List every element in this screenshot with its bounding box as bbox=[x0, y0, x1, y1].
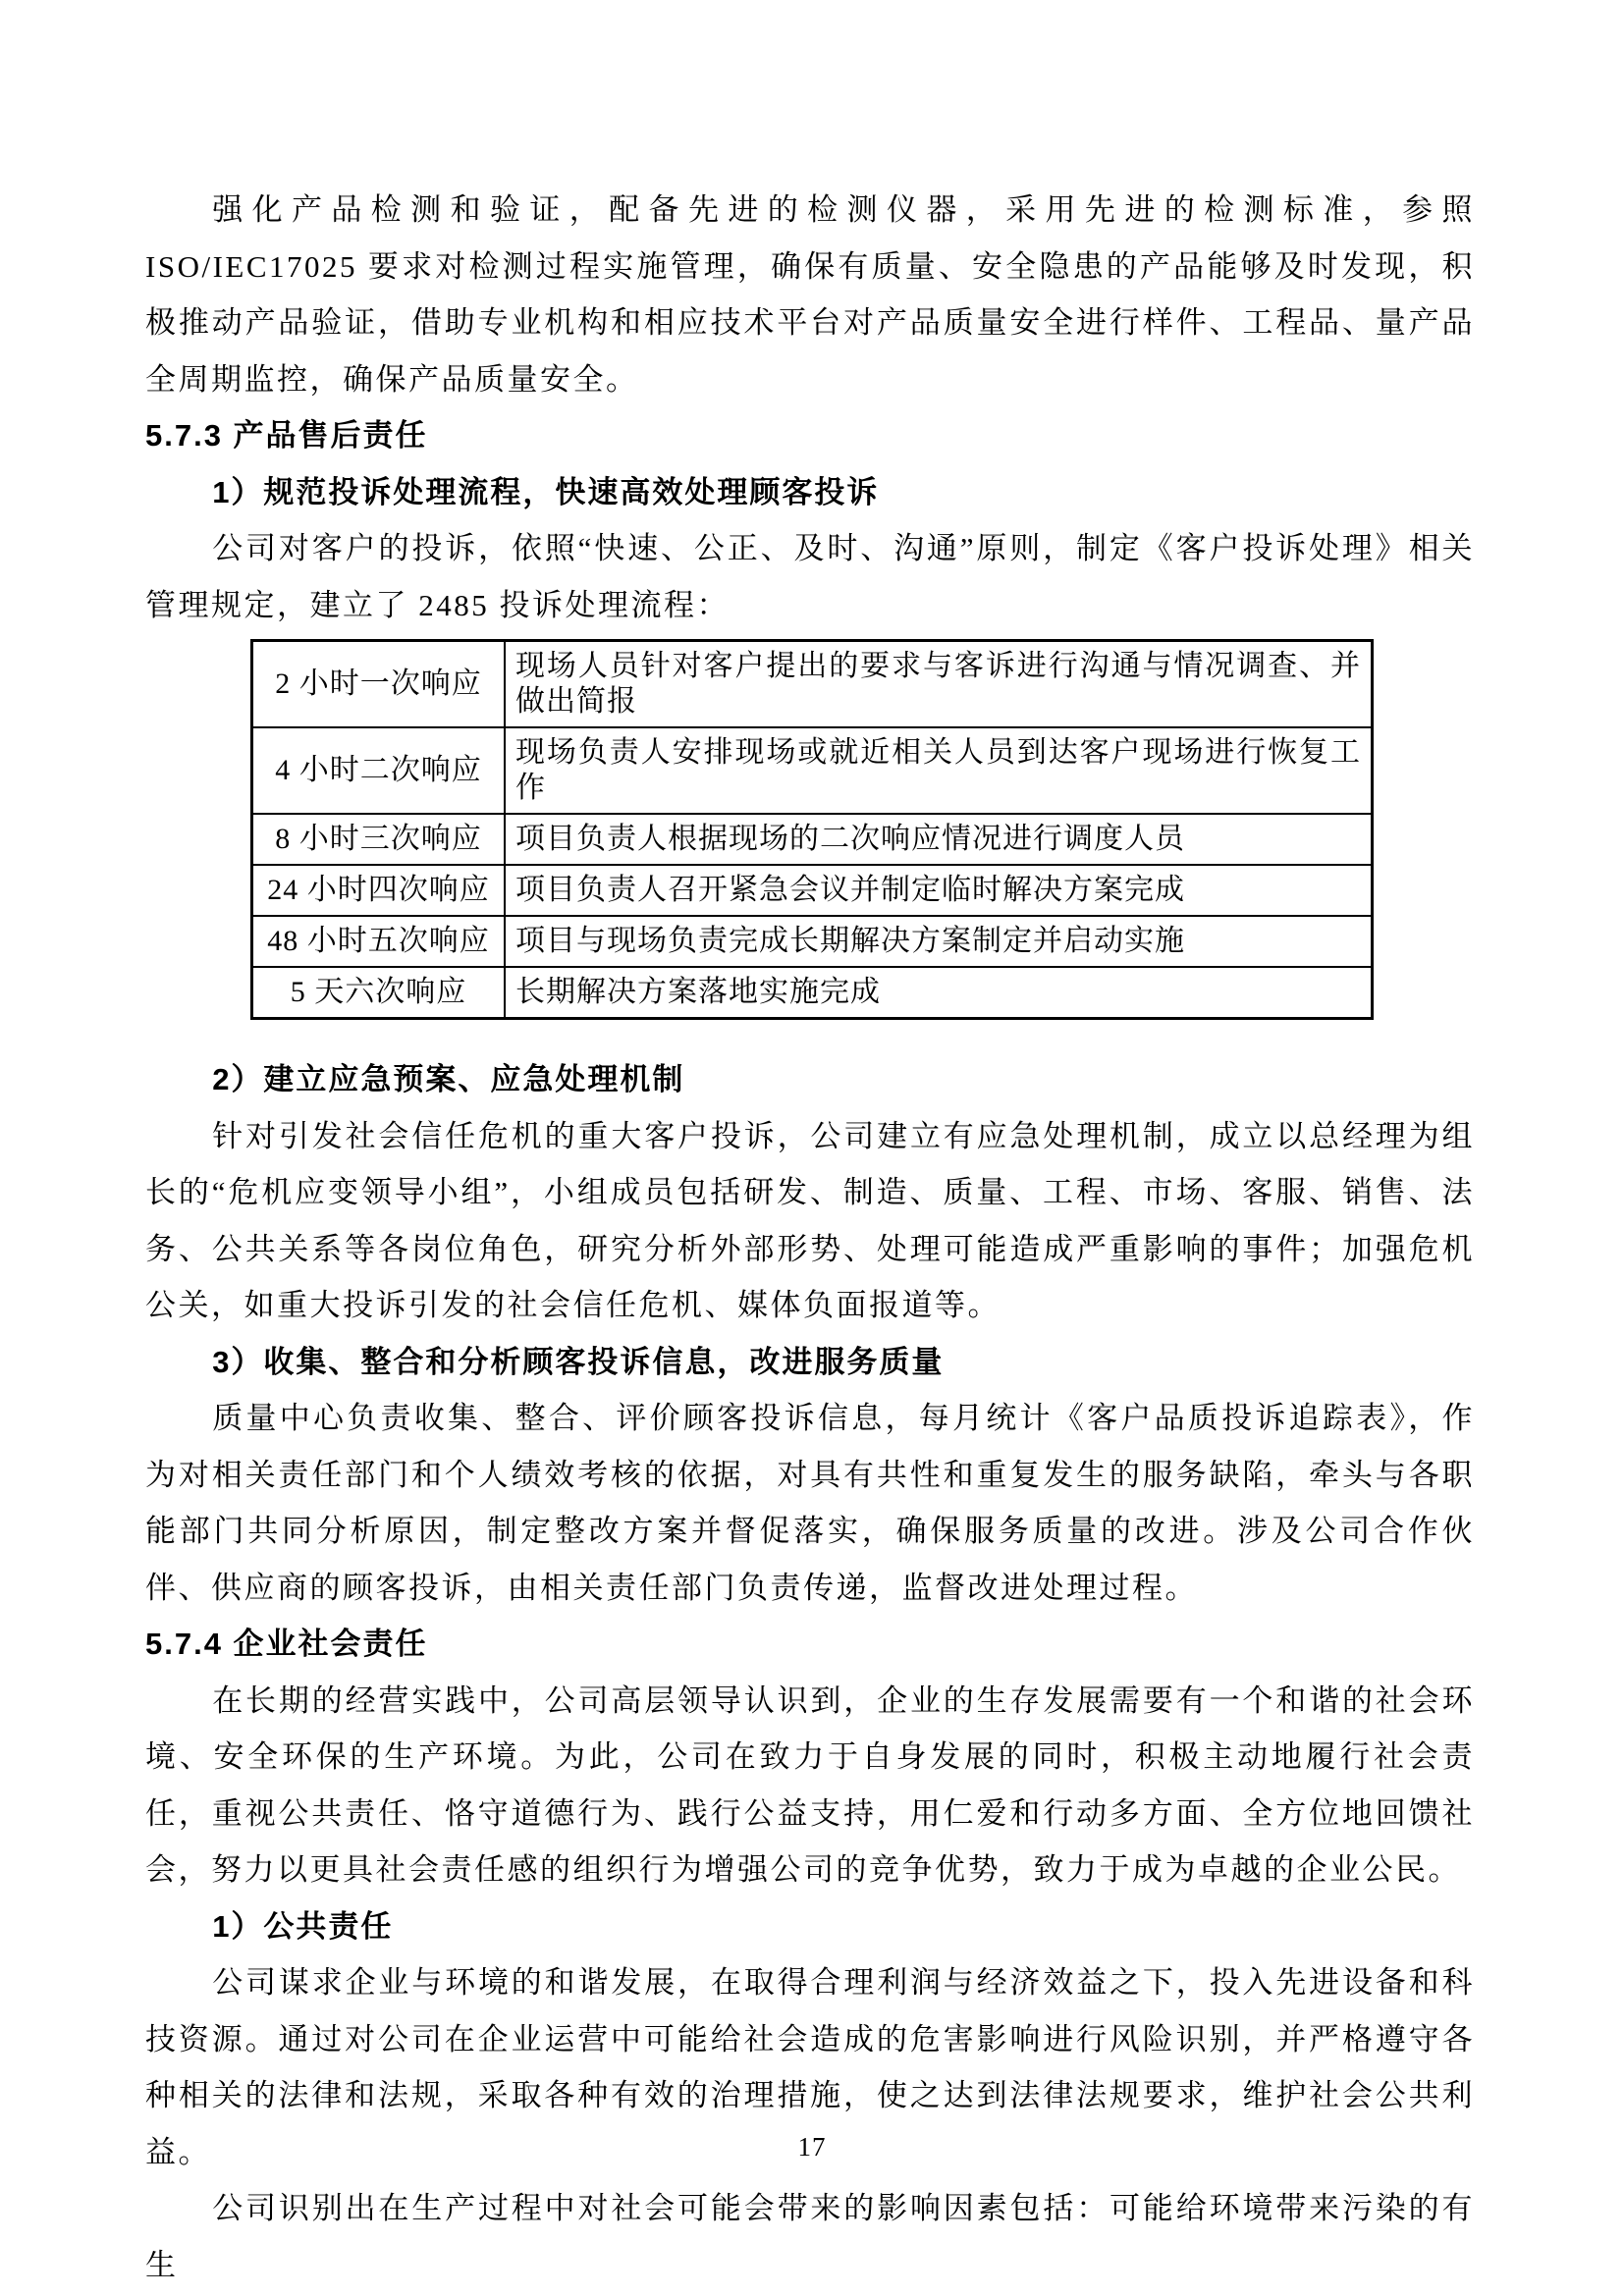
cell-response-time: 2 小时一次响应 bbox=[252, 641, 506, 728]
cell-response-action: 现场人员针对客户提出的要求与客诉进行沟通与情况调查、并做出简报 bbox=[505, 641, 1373, 728]
heading-complaint-process: 1）规范投诉处理流程，快速高效处理顾客投诉 bbox=[212, 474, 880, 509]
paragraph-public-responsibility: 公司谋求企业与环境的和谐发展，在取得合理利润与经济效益之下，投入先进设备和科技资源。通过对公司在企业运营中可能给社会造成的危害影响进行风险识别，并严格遵守各种相关的法律和法规，采取各种有效的治理措施，使之达到法律法规要求，维护社会公共利益。 bbox=[145, 1965, 1475, 2169]
page-number: 17 bbox=[797, 2132, 827, 2162]
cell-response-time: 8 小时三次响应 bbox=[252, 814, 506, 865]
response-time-table bbox=[250, 639, 1374, 1020]
cell-response-time: 5 天六次响应 bbox=[252, 967, 506, 1019]
heading-emergency-mechanism: 2）建立应急预案、应急处理机制 bbox=[212, 1062, 685, 1096]
cell-response-action: 项目负责人召开紧急会议并制定临时解决方案完成 bbox=[505, 865, 1373, 916]
cell-response-time: 24 小时四次响应 bbox=[252, 865, 506, 916]
cell-response-action: 项目与现场负责完成长期解决方案制定并启动实施 bbox=[505, 916, 1373, 967]
cell-response-time: 4 小时二次响应 bbox=[252, 727, 506, 814]
table-row bbox=[252, 865, 1373, 916]
paragraph-complaint-policy: 公司对客户的投诉，依照“快速、公正、及时、沟通”原则，制定《客户投诉处理》相关管理规定，建立了 2485 投诉处理流程： bbox=[145, 531, 1475, 622]
paragraph-impact-identification: 公司识别出在生产过程中对社会可能会带来的影响因素包括：可能给环境带来污染的有生 bbox=[145, 2191, 1475, 2282]
cell-response-time: 48 小时五次响应 bbox=[252, 916, 506, 967]
heading-5-7-4-social-responsibility: 5.7.4 企业社会责任 bbox=[145, 1627, 428, 1661]
table-row bbox=[252, 814, 1373, 865]
table-row bbox=[252, 967, 1373, 1019]
heading-5-7-3-after-sales-responsibility: 5.7.3 产品售后责任 bbox=[145, 418, 428, 453]
heading-public-responsibility: 1）公共责任 bbox=[212, 1908, 394, 1944]
cell-response-action: 项目负责人根据现场的二次响应情况进行调度人员 bbox=[505, 814, 1373, 865]
table-row bbox=[252, 727, 1373, 814]
table-row bbox=[252, 916, 1373, 967]
response-table-body bbox=[252, 641, 1373, 1019]
paragraph-product-testing: 强化产品检测和验证，配备先进的检测仪器，采用先进的检测标准，参照 ISO/IEC17025 要求对检测过程实施管理，确保有质量、安全隐患的产品能够及时发现，积极推动产品验证，借助专业机构和相应技术平台对产品质量安全进行样件、工程品、量产品全周期监控，确保产品质量安全。 bbox=[145, 192, 1475, 397]
paragraph-collect-analyze-complaints: 质量中心负责收集、整合、评价顾客投诉信息，每月统计《客户品质投诉追踪表》，作为对相关责任部门和个人绩效考核的依据，对具有共性和重复发生的服务缺陷，牵头与各职能部门共同分析原因，制定整改方案并督促落实，确保服务质量的改进。涉及公司合作伙伴、供应商的顾客投诉，由相关责任部门负责传递，监督改进处理过程。 bbox=[145, 1401, 1475, 1605]
cell-response-action: 现场负责人安排现场或就近相关人员到达客户现场进行恢复工作 bbox=[505, 727, 1373, 814]
table-row bbox=[252, 641, 1373, 728]
paragraph-csr-overview: 在长期的经营实践中，公司高层领导认识到，企业的生存发展需要有一个和谐的社会环境、安全环保的生产环境。为此，公司在致力于自身发展的同时，积极主动地履行社会责任，重视公共责任、恪守道德行为、践行公益支持，用仁爱和行动多方面、全方位地回馈社会，努力以更具社会责任感的组织行为增强公司的竞争优势，致力于成为卓越的企业公民。 bbox=[145, 1682, 1475, 1887]
heading-collect-analyze-complaints: 3）收集、整合和分析顾客投诉信息，改进服务质量 bbox=[212, 1344, 945, 1379]
cell-response-action: 长期解决方案落地实施完成 bbox=[505, 967, 1373, 1019]
paragraph-emergency-mechanism: 针对引发社会信任危机的重大客户投诉，公司建立有应急处理机制，成立以总经理为组长的“危机应变领导小组”，小组成员包括研发、制造、质量、工程、市场、客服、销售、法务、公共关系等各岗位角色，研究分析外部形势、处理可能造成严重影响的事件；加强危机公关，如重大投诉引发的社会信任危机、媒体负面报道等。 bbox=[145, 1118, 1475, 1322]
